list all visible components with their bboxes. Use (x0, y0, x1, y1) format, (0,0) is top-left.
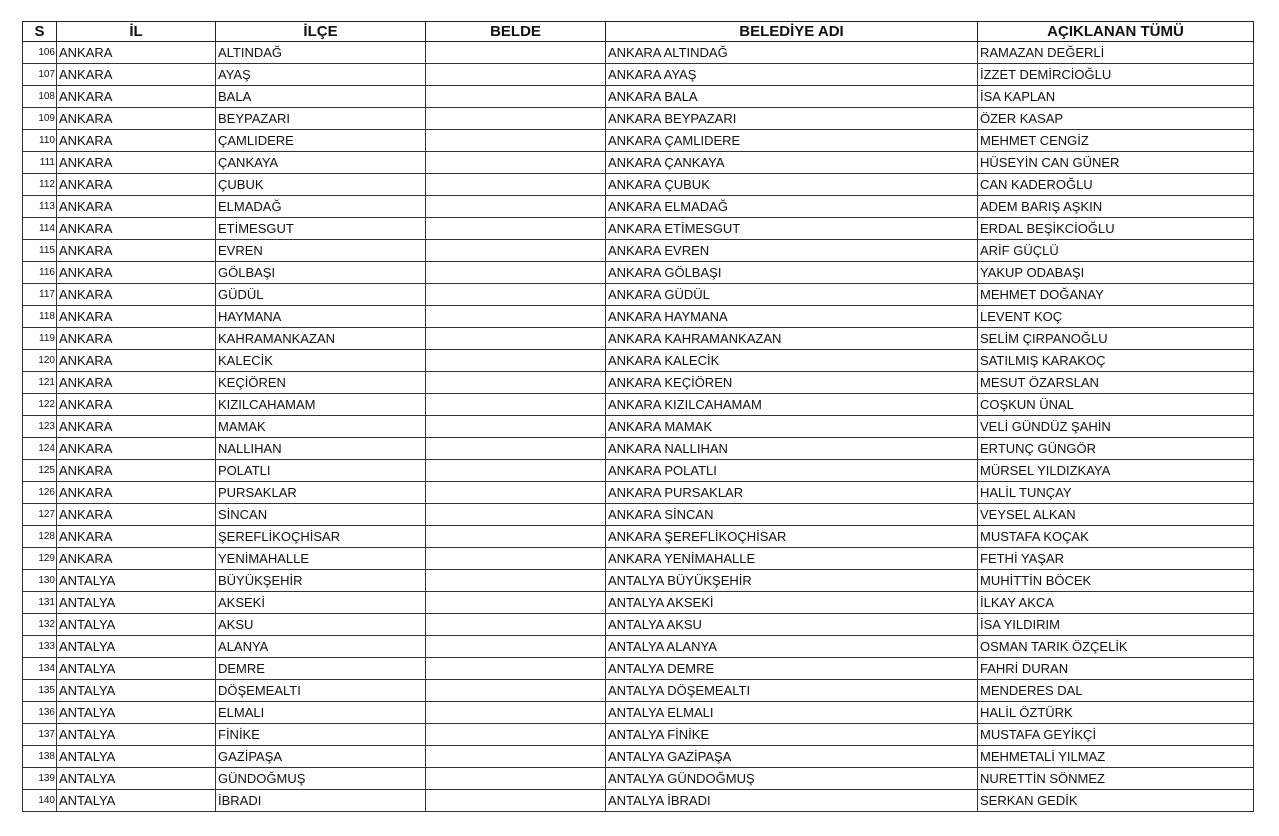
table-row (23, 130, 1254, 152)
header-s: S (23, 22, 57, 42)
cell-ilce: EVREN (216, 240, 426, 262)
cell-aciklanan: YAKUP ODABAŞI (978, 262, 1254, 284)
cell-ilce: KALECİK (216, 350, 426, 372)
cell-ilce: İBRADI (216, 790, 426, 812)
table-row (23, 218, 1254, 240)
cell-s: 134 (23, 658, 57, 680)
cell-il: ANKARA (57, 350, 216, 372)
cell-belde (426, 130, 606, 152)
cell-aciklanan: ERDAL BEŞİKCİOĞLU (978, 218, 1254, 240)
cell-belediye-adi: ANTALYA ELMALI (606, 702, 978, 724)
table-row (23, 416, 1254, 438)
table-row (23, 196, 1254, 218)
cell-s: 114 (23, 218, 57, 240)
cell-il: ANKARA (57, 262, 216, 284)
cell-belediye-adi: ANKARA ÇANKAYA (606, 152, 978, 174)
cell-belde (426, 42, 606, 64)
cell-il: ANTALYA (57, 746, 216, 768)
table-row (23, 614, 1254, 636)
header-belediye-adi: BELEDİYE ADI (606, 22, 978, 42)
cell-ilce: YENİMAHALLE (216, 548, 426, 570)
cell-belediye-adi: ANTALYA ALANYA (606, 636, 978, 658)
cell-il: ANKARA (57, 460, 216, 482)
cell-s: 137 (23, 724, 57, 746)
cell-s: 131 (23, 592, 57, 614)
cell-s: 128 (23, 526, 57, 548)
cell-il: ANTALYA (57, 636, 216, 658)
cell-aciklanan: RAMAZAN DEĞERLİ (978, 42, 1254, 64)
table-row (23, 328, 1254, 350)
table-row (23, 724, 1254, 746)
table-row (23, 284, 1254, 306)
table-row (23, 240, 1254, 262)
cell-ilce: BÜYÜKŞEHİR (216, 570, 426, 592)
cell-il: ANKARA (57, 306, 216, 328)
cell-il: ANKARA (57, 130, 216, 152)
cell-s: 110 (23, 130, 57, 152)
cell-belde (426, 592, 606, 614)
cell-s: 115 (23, 240, 57, 262)
cell-aciklanan: ADEM BARIŞ AŞKIN (978, 196, 1254, 218)
cell-ilce: KAHRAMANKAZAN (216, 328, 426, 350)
cell-belediye-adi: ANTALYA AKSEKİ (606, 592, 978, 614)
cell-il: ANKARA (57, 328, 216, 350)
cell-belediye-adi: ANTALYA İBRADI (606, 790, 978, 812)
cell-belde (426, 416, 606, 438)
cell-belde (426, 240, 606, 262)
cell-il: ANKARA (57, 86, 216, 108)
cell-il: ANKARA (57, 284, 216, 306)
cell-aciklanan: HALİL TUNÇAY (978, 482, 1254, 504)
cell-ilce: DÖŞEMEALTI (216, 680, 426, 702)
cell-ilce: NALLIHAN (216, 438, 426, 460)
cell-belediye-adi: ANKARA BALA (606, 86, 978, 108)
cell-ilce: KEÇİÖREN (216, 372, 426, 394)
cell-belediye-adi: ANKARA NALLIHAN (606, 438, 978, 460)
cell-il: ANTALYA (57, 724, 216, 746)
cell-ilce: ELMADAĞ (216, 196, 426, 218)
table-row (23, 482, 1254, 504)
cell-s: 116 (23, 262, 57, 284)
cell-s: 118 (23, 306, 57, 328)
table-row (23, 394, 1254, 416)
cell-belediye-adi: ANKARA KEÇİÖREN (606, 372, 978, 394)
table-row (23, 570, 1254, 592)
cell-il: ANKARA (57, 394, 216, 416)
cell-il: ANTALYA (57, 768, 216, 790)
cell-il: ANKARA (57, 108, 216, 130)
cell-belediye-adi: ANKARA ÇUBUK (606, 174, 978, 196)
cell-il: ANKARA (57, 196, 216, 218)
cell-belediye-adi: ANTALYA GÜNDOĞMUŞ (606, 768, 978, 790)
header-row (23, 22, 1254, 42)
table-row (23, 680, 1254, 702)
cell-aciklanan: MESUT ÖZARSLAN (978, 372, 1254, 394)
cell-il: ANKARA (57, 526, 216, 548)
cell-s: 113 (23, 196, 57, 218)
cell-ilce: PURSAKLAR (216, 482, 426, 504)
cell-il: ANTALYA (57, 592, 216, 614)
header-belde: BELDE (426, 22, 606, 42)
cell-s: 126 (23, 482, 57, 504)
cell-belde (426, 218, 606, 240)
cell-belediye-adi: ANKARA ŞEREFLİKOÇHİSAR (606, 526, 978, 548)
cell-aciklanan: MENDERES DAL (978, 680, 1254, 702)
cell-il: ANKARA (57, 504, 216, 526)
cell-aciklanan: İLKAY AKCA (978, 592, 1254, 614)
cell-il: ANTALYA (57, 790, 216, 812)
cell-ilce: GÖLBAŞI (216, 262, 426, 284)
cell-belde (426, 702, 606, 724)
table-row (23, 746, 1254, 768)
cell-il: ANKARA (57, 438, 216, 460)
cell-belde (426, 438, 606, 460)
cell-s: 132 (23, 614, 57, 636)
cell-s: 133 (23, 636, 57, 658)
cell-aciklanan: İSA YILDIRIM (978, 614, 1254, 636)
cell-ilce: BEYPAZARI (216, 108, 426, 130)
cell-il: ANKARA (57, 152, 216, 174)
header-aciklanan: AÇIKLANAN TÜMÜ (978, 22, 1254, 42)
cell-ilce: GÜDÜL (216, 284, 426, 306)
cell-belde (426, 526, 606, 548)
table-row (23, 768, 1254, 790)
header-il: İL (57, 22, 216, 42)
cell-ilce: ŞEREFLİKOÇHİSAR (216, 526, 426, 548)
cell-s: 107 (23, 64, 57, 86)
cell-belediye-adi: ANKARA MAMAK (606, 416, 978, 438)
cell-belde (426, 768, 606, 790)
cell-il: ANKARA (57, 64, 216, 86)
cell-il: ANKARA (57, 372, 216, 394)
cell-belediye-adi: ANKARA YENİMAHALLE (606, 548, 978, 570)
table-row (23, 790, 1254, 812)
cell-belde (426, 306, 606, 328)
cell-il: ANTALYA (57, 570, 216, 592)
cell-il: ANKARA (57, 416, 216, 438)
cell-aciklanan: FAHRİ DURAN (978, 658, 1254, 680)
cell-s: 117 (23, 284, 57, 306)
cell-il: ANTALYA (57, 680, 216, 702)
cell-aciklanan: SATILMIŞ KARAKOÇ (978, 350, 1254, 372)
cell-belediye-adi: ANKARA ELMADAĞ (606, 196, 978, 218)
cell-aciklanan: OSMAN TARIK ÖZÇELİK (978, 636, 1254, 658)
cell-belde (426, 658, 606, 680)
table-row (23, 460, 1254, 482)
table-row (23, 306, 1254, 328)
cell-il: ANTALYA (57, 658, 216, 680)
cell-belde (426, 196, 606, 218)
cell-belde (426, 504, 606, 526)
cell-belde (426, 724, 606, 746)
cell-ilce: ALANYA (216, 636, 426, 658)
cell-belde (426, 680, 606, 702)
cell-aciklanan: İSA KAPLAN (978, 86, 1254, 108)
cell-aciklanan: MUSTAFA GEYİKÇİ (978, 724, 1254, 746)
cell-belediye-adi: ANTALYA BÜYÜKŞEHİR (606, 570, 978, 592)
cell-s: 124 (23, 438, 57, 460)
cell-aciklanan: HALİL ÖZTÜRK (978, 702, 1254, 724)
cell-belde (426, 108, 606, 130)
cell-s: 125 (23, 460, 57, 482)
cell-aciklanan: COŞKUN ÜNAL (978, 394, 1254, 416)
table-row (23, 526, 1254, 548)
table-row (23, 636, 1254, 658)
table-row (23, 658, 1254, 680)
cell-ilce: GÜNDOĞMUŞ (216, 768, 426, 790)
table-row (23, 504, 1254, 526)
cell-belde (426, 350, 606, 372)
cell-belde (426, 394, 606, 416)
table-row (23, 372, 1254, 394)
cell-aciklanan: MUHİTTİN BÖCEK (978, 570, 1254, 592)
cell-ilce: DEMRE (216, 658, 426, 680)
cell-ilce: ETİMESGUT (216, 218, 426, 240)
cell-il: ANKARA (57, 482, 216, 504)
table-row (23, 262, 1254, 284)
cell-ilce: KIZILCAHAMAM (216, 394, 426, 416)
cell-aciklanan: MEHMETALİ YILMAZ (978, 746, 1254, 768)
cell-il: ANTALYA (57, 702, 216, 724)
cell-aciklanan: SELİM ÇIRPANOĞLU (978, 328, 1254, 350)
cell-belediye-adi: ANKARA ÇAMLIDERE (606, 130, 978, 152)
cell-aciklanan: İZZET DEMİRCİOĞLU (978, 64, 1254, 86)
cell-aciklanan: LEVENT KOÇ (978, 306, 1254, 328)
cell-belde (426, 614, 606, 636)
cell-ilce: POLATLI (216, 460, 426, 482)
cell-belde (426, 328, 606, 350)
cell-belediye-adi: ANKARA ETİMESGUT (606, 218, 978, 240)
cell-belde (426, 746, 606, 768)
cell-belde (426, 372, 606, 394)
cell-s: 120 (23, 350, 57, 372)
cell-aciklanan: FETHİ YAŞAR (978, 548, 1254, 570)
cell-belediye-adi: ANKARA POLATLI (606, 460, 978, 482)
cell-aciklanan: MEHMET CENGİZ (978, 130, 1254, 152)
cell-aciklanan: HÜSEYİN CAN GÜNER (978, 152, 1254, 174)
cell-ilce: AYAŞ (216, 64, 426, 86)
table-row (23, 152, 1254, 174)
cell-belediye-adi: ANKARA PURSAKLAR (606, 482, 978, 504)
cell-s: 119 (23, 328, 57, 350)
cell-belediye-adi: ANKARA KIZILCAHAMAM (606, 394, 978, 416)
cell-ilce: HAYMANA (216, 306, 426, 328)
cell-s: 108 (23, 86, 57, 108)
cell-belde (426, 548, 606, 570)
cell-il: ANKARA (57, 174, 216, 196)
cell-ilce: ÇANKAYA (216, 152, 426, 174)
cell-aciklanan: NURETTİN SÖNMEZ (978, 768, 1254, 790)
cell-aciklanan: MEHMET DOĞANAY (978, 284, 1254, 306)
cell-belediye-adi: ANKARA ALTINDAĞ (606, 42, 978, 64)
cell-s: 112 (23, 174, 57, 196)
cell-belde (426, 636, 606, 658)
cell-belediye-adi: ANKARA AYAŞ (606, 64, 978, 86)
cell-s: 127 (23, 504, 57, 526)
cell-s: 130 (23, 570, 57, 592)
cell-ilce: BALA (216, 86, 426, 108)
cell-belde (426, 284, 606, 306)
cell-aciklanan: ARİF GÜÇLÜ (978, 240, 1254, 262)
cell-belde (426, 152, 606, 174)
cell-s: 140 (23, 790, 57, 812)
cell-s: 106 (23, 42, 57, 64)
cell-belediye-adi: ANKARA HAYMANA (606, 306, 978, 328)
cell-s: 138 (23, 746, 57, 768)
table-row (23, 64, 1254, 86)
table-row (23, 592, 1254, 614)
cell-s: 111 (23, 152, 57, 174)
cell-belde (426, 86, 606, 108)
candidate-table (22, 21, 1254, 812)
cell-s: 109 (23, 108, 57, 130)
cell-il: ANKARA (57, 548, 216, 570)
cell-s: 122 (23, 394, 57, 416)
cell-belde (426, 262, 606, 284)
cell-belde (426, 174, 606, 196)
cell-il: ANKARA (57, 218, 216, 240)
cell-belde (426, 64, 606, 86)
cell-belde (426, 460, 606, 482)
cell-s: 123 (23, 416, 57, 438)
cell-ilce: MAMAK (216, 416, 426, 438)
header-ilce: İLÇE (216, 22, 426, 42)
cell-aciklanan: MUSTAFA KOÇAK (978, 526, 1254, 548)
cell-il: ANKARA (57, 42, 216, 64)
cell-belediye-adi: ANTALYA GAZİPAŞA (606, 746, 978, 768)
cell-aciklanan: ERTUNÇ GÜNGÖR (978, 438, 1254, 460)
cell-belde (426, 482, 606, 504)
cell-ilce: ELMALI (216, 702, 426, 724)
cell-ilce: AKSEKİ (216, 592, 426, 614)
cell-belediye-adi: ANTALYA DEMRE (606, 658, 978, 680)
table-row (23, 548, 1254, 570)
cell-belediye-adi: ANTALYA DÖŞEMEALTI (606, 680, 978, 702)
cell-belde (426, 790, 606, 812)
cell-il: ANTALYA (57, 614, 216, 636)
table-row (23, 42, 1254, 64)
table-row (23, 86, 1254, 108)
cell-s: 135 (23, 680, 57, 702)
cell-il: ANKARA (57, 240, 216, 262)
cell-belediye-adi: ANTALYA AKSU (606, 614, 978, 636)
table-row (23, 438, 1254, 460)
cell-aciklanan: MÜRSEL YILDIZKAYA (978, 460, 1254, 482)
cell-ilce: AKSU (216, 614, 426, 636)
cell-s: 139 (23, 768, 57, 790)
cell-belediye-adi: ANKARA GÖLBAŞI (606, 262, 978, 284)
cell-belde (426, 570, 606, 592)
cell-belediye-adi: ANKARA GÜDÜL (606, 284, 978, 306)
cell-aciklanan: CAN KADEROĞLU (978, 174, 1254, 196)
cell-s: 136 (23, 702, 57, 724)
cell-ilce: ÇAMLIDERE (216, 130, 426, 152)
cell-aciklanan: VEYSEL ALKAN (978, 504, 1254, 526)
cell-belediye-adi: ANKARA KAHRAMANKAZAN (606, 328, 978, 350)
table-row (23, 702, 1254, 724)
cell-ilce: SİNCAN (216, 504, 426, 526)
table-row (23, 174, 1254, 196)
cell-ilce: FİNİKE (216, 724, 426, 746)
cell-belediye-adi: ANTALYA FİNİKE (606, 724, 978, 746)
cell-aciklanan: VELİ GÜNDÜZ ŞAHİN (978, 416, 1254, 438)
table-row (23, 350, 1254, 372)
table-row (23, 108, 1254, 130)
cell-ilce: GAZİPAŞA (216, 746, 426, 768)
cell-ilce: ALTINDAĞ (216, 42, 426, 64)
cell-belediye-adi: ANKARA BEYPAZARI (606, 108, 978, 130)
cell-s: 129 (23, 548, 57, 570)
cell-s: 121 (23, 372, 57, 394)
cell-aciklanan: ÖZER KASAP (978, 108, 1254, 130)
cell-belediye-adi: ANKARA KALECİK (606, 350, 978, 372)
cell-aciklanan: SERKAN GEDİK (978, 790, 1254, 812)
cell-ilce: ÇUBUK (216, 174, 426, 196)
cell-belediye-adi: ANKARA EVREN (606, 240, 978, 262)
cell-belediye-adi: ANKARA SİNCAN (606, 504, 978, 526)
